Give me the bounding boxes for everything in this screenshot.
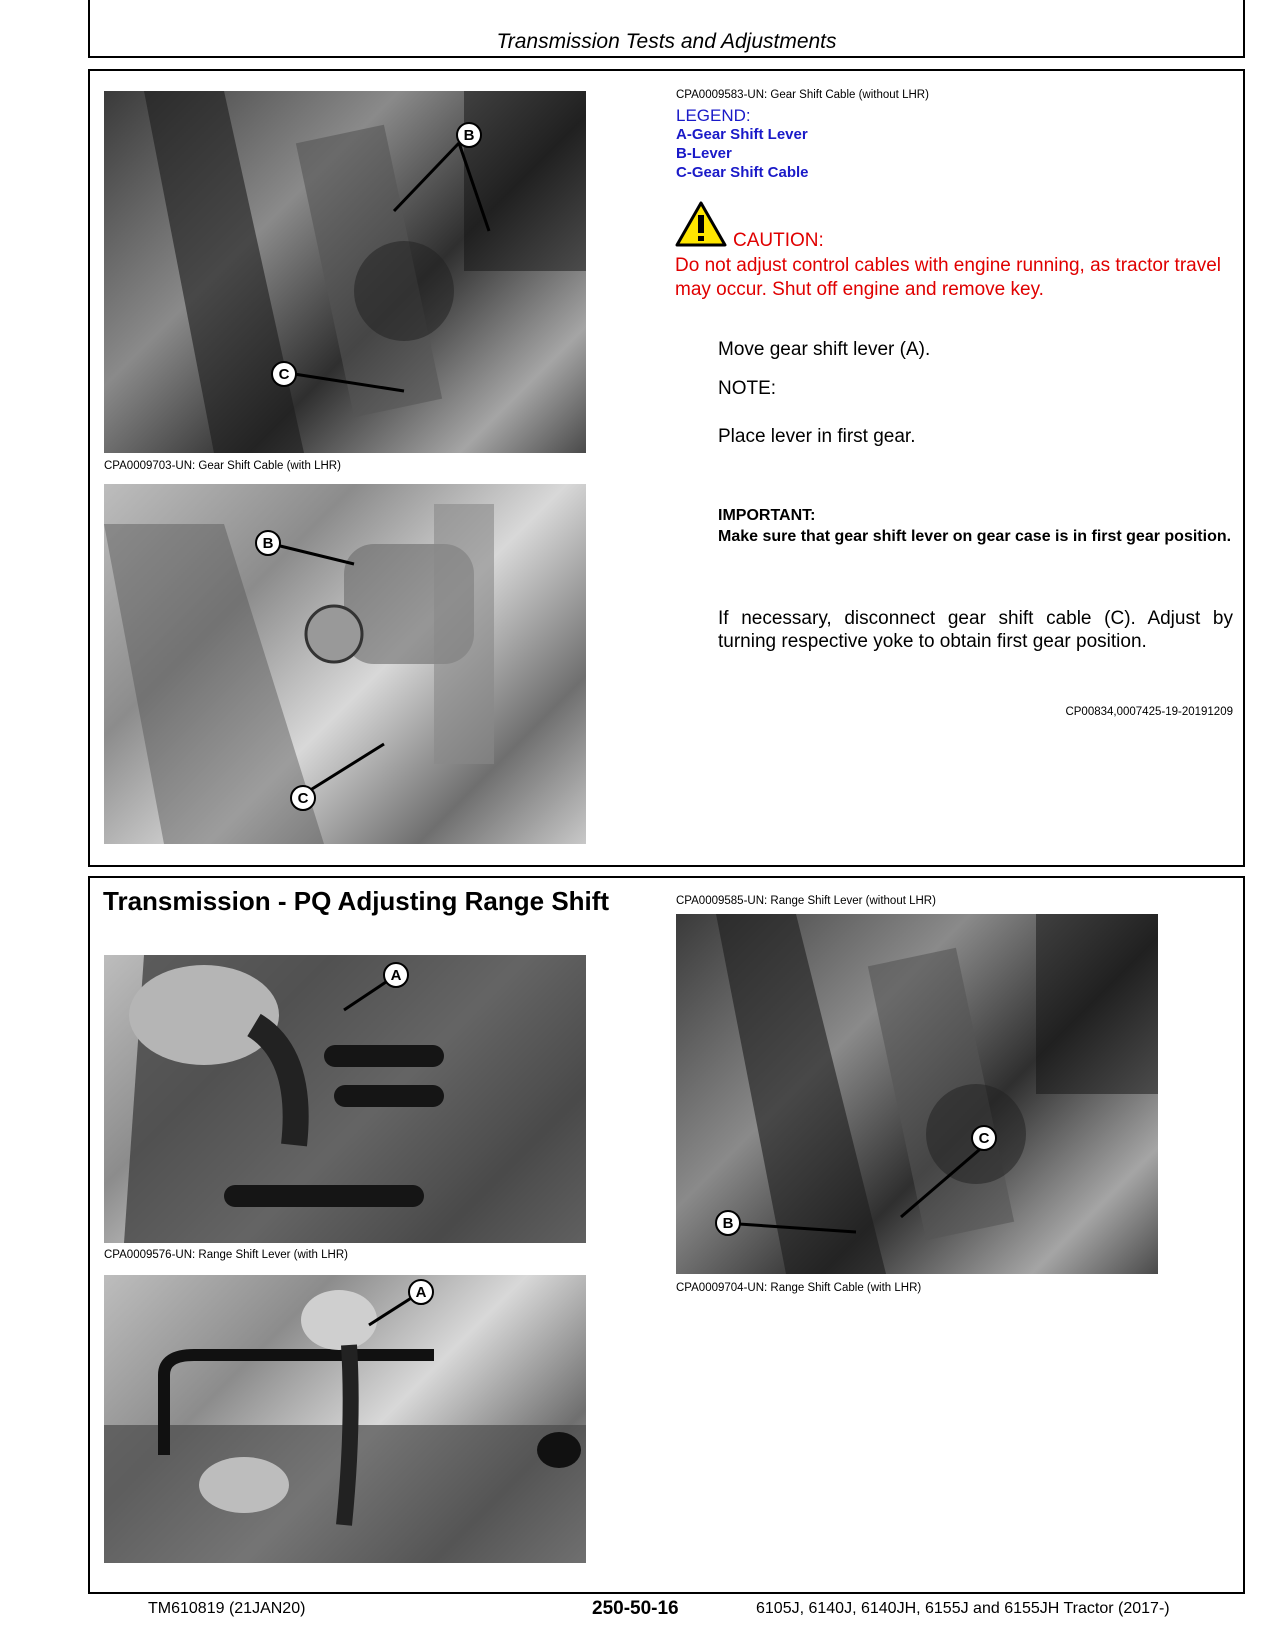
photo-1-caption: CPA0009583-UN: Gear Shift Cable (without LHR)	[676, 89, 929, 101]
callout-c-label: C	[278, 366, 290, 383]
photo-2-caption: CPA0009703-UN: Gear Shift Cable (with LHR)	[104, 460, 341, 472]
page-header-title: Transmission Tests and Adjustments	[496, 30, 837, 53]
footer-manual-id: TM610819 (21JAN20)	[148, 1600, 306, 1617]
callout-b-label: B	[722, 1215, 734, 1232]
legend-item-b: B-Lever	[676, 145, 732, 162]
photo-gear-shift-cable-without-lhr	[104, 91, 586, 453]
photo-3-annotations	[104, 955, 586, 1243]
photo-4-caption: CPA0009576-UN: Range Shift Lever (with LHR)	[104, 1249, 348, 1261]
reference-code: CP00834,0007425-19-20191209	[1065, 706, 1233, 718]
photo-5-caption: CPA0009704-UN: Range Shift Cable (with LHR)	[676, 1282, 922, 1294]
callout-b-label: B	[262, 535, 274, 552]
callout-b-label: B	[463, 127, 475, 144]
section-title: Transmission - PQ Adjusting Range Shift	[103, 886, 610, 916]
photo-range-shift-lever-without-lhr	[104, 955, 586, 1243]
caution-body: Do not adjust control cables with engine running, as tractor travel may occur. Shut off engine and remove key.	[675, 255, 1222, 300]
important-label: IMPORTANT:	[718, 507, 816, 524]
important-block	[718, 505, 1233, 547]
footer-product: 6105J, 6140J, 6140JH, 6155J and 6155JH Tractor (2017-)	[756, 1600, 1170, 1617]
photo-gear-shift-cable-with-lhr	[104, 484, 586, 844]
legend	[676, 106, 809, 182]
warning-triangle-icon	[675, 200, 727, 248]
photo-3-caption: CPA0009585-UN: Range Shift Lever (without LHR)	[676, 895, 936, 907]
important-text: Make sure that gear shift lever on gear case is in first gear position.	[718, 528, 1232, 545]
adjust-paragraph: If necessary, disconnect gear shift cable (C). Adjust by turning respective yoke to obtain first gear position.	[718, 608, 1233, 652]
photo-4-annotations	[104, 1275, 586, 1563]
step-move-lever: Move gear shift lever (A).	[718, 339, 931, 360]
caution-title: CAUTION:	[733, 230, 824, 251]
photo-5-annotations	[676, 914, 1158, 1274]
photo-1-annotations	[104, 91, 586, 453]
step-first-gear: Place lever in first gear.	[718, 426, 916, 447]
legend-heading: LEGEND:	[676, 106, 751, 125]
header-frame	[88, 0, 1245, 58]
callout-c-label: C	[297, 790, 309, 807]
footer-page-number: 250-50-16	[592, 1598, 679, 1619]
legend-item-a: A-Gear Shift Lever	[676, 126, 808, 143]
callout-a-label: A	[415, 1284, 427, 1301]
photo-range-shift-cable-with-lhr	[676, 914, 1158, 1274]
photo-2-annotations	[104, 484, 586, 844]
photo-range-shift-lever-with-lhr	[104, 1275, 586, 1563]
page-footer	[0, 1600, 1275, 1626]
callout-c-label: C	[978, 1130, 990, 1147]
note-label: NOTE:	[718, 378, 777, 399]
callout-a-label: A	[390, 967, 402, 984]
legend-item-c: C-Gear Shift Cable	[676, 164, 809, 181]
